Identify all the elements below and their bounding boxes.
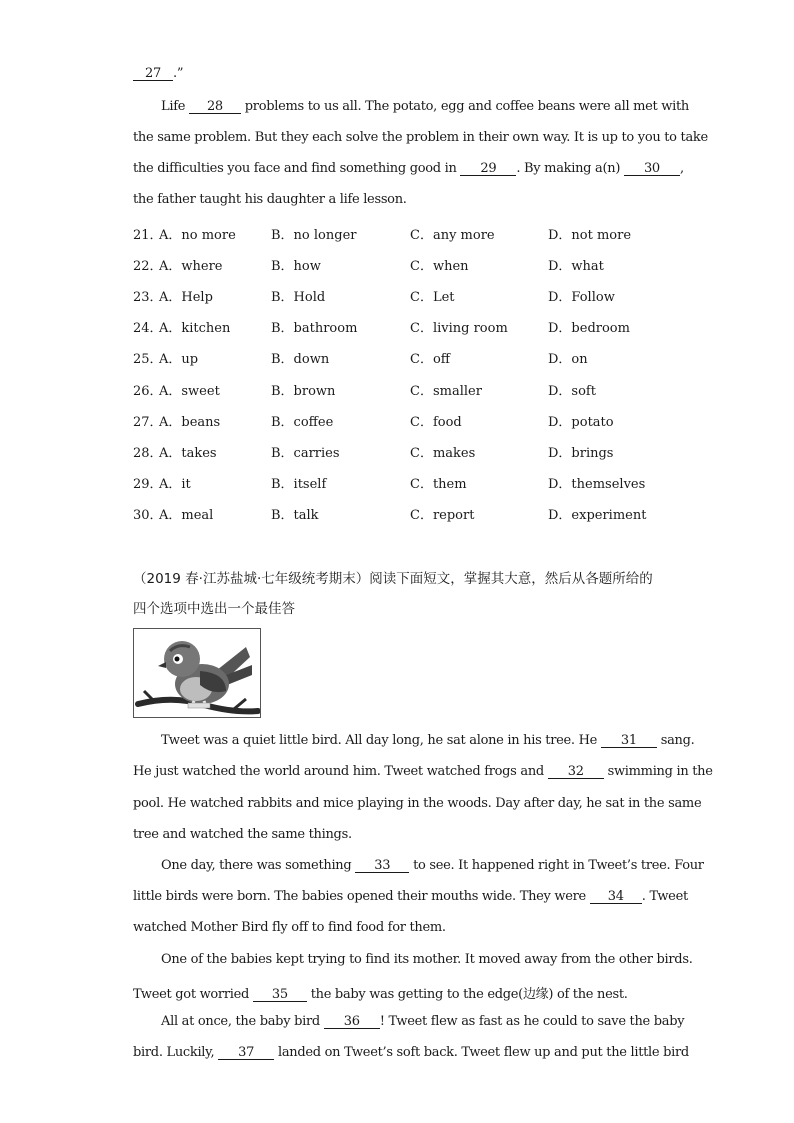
blank-30[interactable]: 30 (624, 162, 680, 176)
option-b[interactable]: B．how (271, 259, 321, 275)
passage2-line10: All at once, the baby bird 36 ! Tweet flew as fast as he could to save the baby (161, 1014, 685, 1029)
option-a[interactable]: A．kitchen (159, 321, 231, 337)
passage2-line2: He just watched the world around him. Tweet watched frogs and 32 swimming in the (133, 764, 713, 779)
question-number: 24． (133, 321, 163, 337)
blank-28[interactable]: 28 (189, 100, 241, 114)
option-d[interactable]: D．bedroom (548, 321, 630, 337)
option-b[interactable]: B．down (271, 352, 330, 368)
option-c[interactable]: C．food (410, 414, 462, 430)
blank-32[interactable]: 32 (548, 765, 604, 779)
question-number: 22． (133, 259, 163, 275)
passage1-para-line2: the same problem. But they each solve the problem in their own way. It is up to you to take (133, 130, 708, 145)
option-a[interactable]: A．where (159, 259, 223, 275)
blank-33[interactable]: 33 (355, 859, 409, 873)
question-number: 30． (133, 507, 163, 523)
option-a[interactable]: A．up (159, 352, 199, 368)
option-c[interactable]: C．them (410, 476, 467, 492)
option-b[interactable]: B．talk (271, 507, 319, 523)
question-number: 29． (133, 476, 163, 492)
option-a[interactable]: A．takes (159, 445, 217, 461)
option-b[interactable]: B．itself (271, 476, 327, 492)
option-d[interactable]: D．brings (548, 445, 614, 461)
passage1-para-line4: the father taught his daughter a life lesson. (133, 192, 407, 207)
passage2-line9: Tweet got worried 35 the baby was getting to the edge(边缘) of the nest. (133, 987, 628, 1002)
option-a[interactable]: A．it (159, 476, 191, 492)
passage2-line1: Tweet was a quiet little bird. All day long, he sat alone in his tree. He 31 sang. (161, 733, 695, 748)
passage1-line1: 27 .” (133, 66, 183, 81)
question-number: 23． (133, 290, 163, 306)
option-d[interactable]: D．experiment (548, 507, 647, 523)
option-b[interactable]: B．brown (271, 383, 336, 399)
blank-36[interactable]: 36 (324, 1015, 380, 1029)
question-number: 25． (133, 352, 163, 368)
option-c[interactable]: C．when (410, 259, 469, 275)
option-b[interactable]: B．carries (271, 445, 340, 461)
section2-heading-line1: （2019 春·江苏盐城·七年级统考期末）阅读下面短文，掌握其大意，然后从各题所给的 (133, 571, 653, 587)
option-d[interactable]: D．Follow (548, 290, 615, 306)
option-a[interactable]: A．Help (159, 290, 213, 306)
passage1-para-line1: Life 28 problems to us all. The potato, egg and coffee beans were all met with (161, 99, 689, 114)
option-c[interactable]: C．report (410, 507, 475, 523)
option-d[interactable]: D．not more (548, 228, 632, 243)
passage1-para-line3: the difficulties you face and find something good in 29 . By making a(n) 30 , (133, 161, 684, 176)
option-b[interactable]: B．bathroom (271, 321, 358, 337)
option-c[interactable]: C．off (410, 352, 451, 368)
option-a[interactable]: A．beans (159, 414, 221, 430)
question-number: 26． (133, 383, 163, 399)
passage2-line4: tree and watched the same things. (133, 827, 352, 842)
blank-27[interactable]: 27 (133, 67, 173, 81)
bird-on-branch-icon (133, 628, 261, 718)
option-c[interactable]: C．Let (410, 290, 455, 306)
option-d[interactable]: D．on (548, 352, 588, 368)
option-c[interactable]: C．any more (410, 228, 495, 243)
blank-31[interactable]: 31 (601, 734, 657, 748)
passage2-line8: One of the babies kept trying to find its mother. It moved away from the other birds. (161, 952, 693, 967)
passage2-line11: bird. Luckily, 37 landed on Tweet’s soft back. Tweet flew up and put the little bird (133, 1045, 689, 1060)
option-b[interactable]: B．no longer (271, 228, 357, 243)
option-d[interactable]: D．what (548, 259, 604, 275)
blank-37[interactable]: 37 (218, 1046, 274, 1060)
question-number: 21． (133, 228, 163, 243)
option-a[interactable]: A．meal (159, 507, 214, 523)
option-b[interactable]: B．coffee (271, 414, 334, 430)
option-c[interactable]: C．makes (410, 445, 476, 461)
passage2-line5: One day, there was something 33 to see. It happened right in Tweet’s tree. Four (161, 858, 704, 873)
question-number: 27． (133, 414, 163, 430)
option-c[interactable]: C．living room (410, 321, 508, 337)
section2-heading-line2: 四个选项中选出一个最佳答 (133, 601, 295, 617)
option-d[interactable]: D．themselves (548, 476, 646, 492)
option-a[interactable]: A．sweet (159, 383, 220, 399)
blank-34[interactable]: 34 (590, 890, 642, 904)
blank-35[interactable]: 35 (253, 988, 307, 1002)
option-d[interactable]: D．potato (548, 414, 614, 430)
question-number: 28． (133, 445, 163, 461)
option-d[interactable]: D．soft (548, 383, 596, 399)
blank-29[interactable]: 29 (460, 162, 516, 176)
option-c[interactable]: C．smaller (410, 383, 482, 399)
passage2-line7: watched Mother Bird fly off to find food for them. (133, 920, 446, 935)
passage2-line3: pool. He watched rabbits and mice playing in the woods. Day after day, he sat in the same (133, 796, 702, 811)
option-a[interactable]: A．no more (159, 228, 236, 243)
passage2-line6: little birds were born. The babies opened their mouths wide. They were 34 . Tweet (133, 889, 688, 904)
option-b[interactable]: B．Hold (271, 290, 326, 306)
